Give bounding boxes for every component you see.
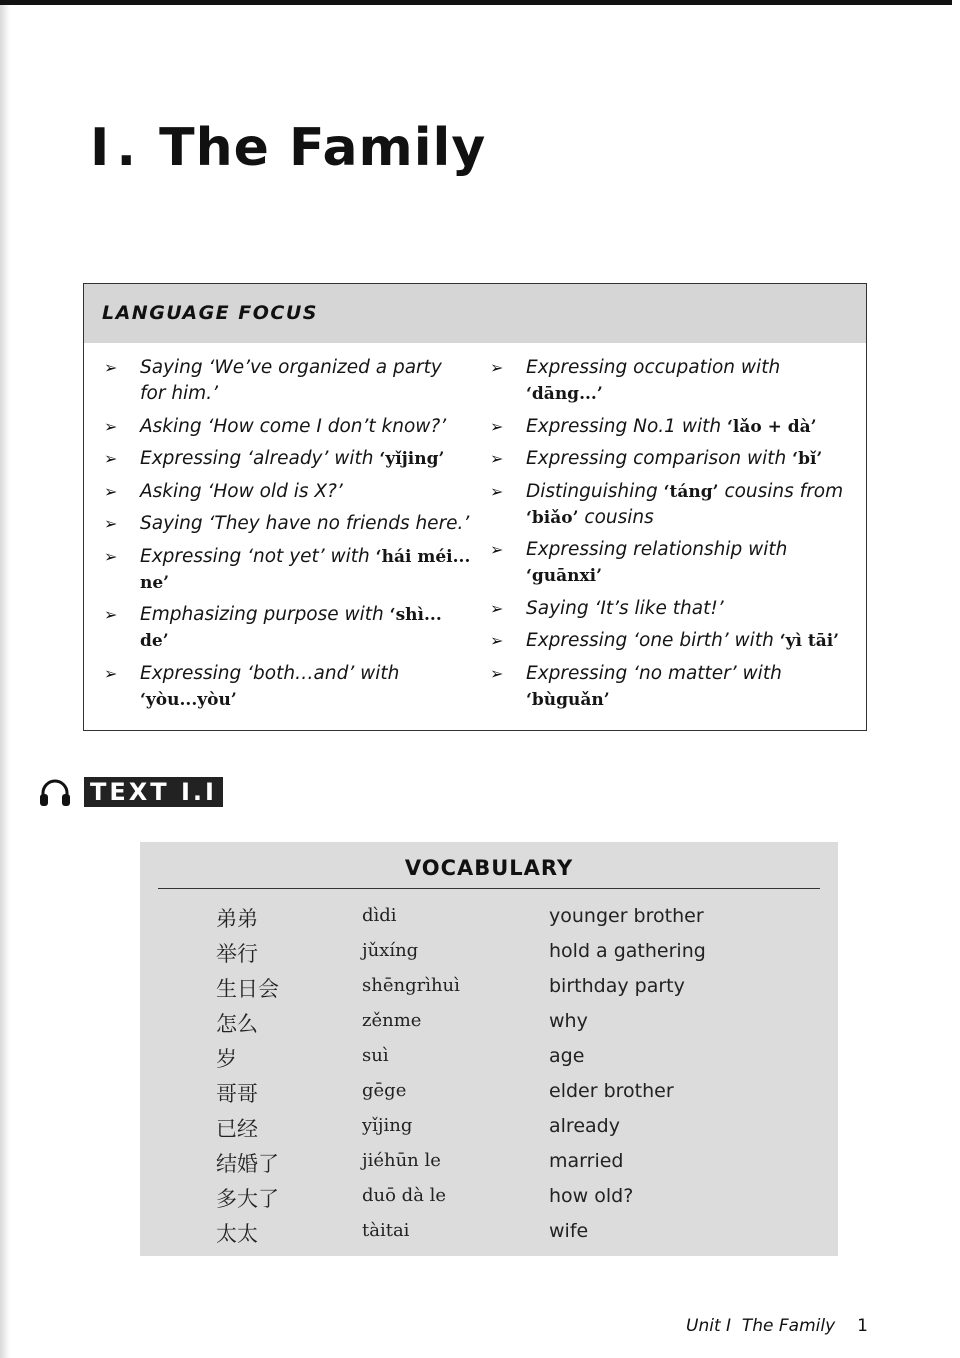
language-focus-item [104,446,482,472]
vocab-pinyin: zěnme [362,1010,422,1031]
focus-text: for him.’ [140,383,218,404]
language-focus-line [140,414,482,440]
chapter-title [90,118,486,178]
focus-text: Asking ‘How come I don’t know?’ [140,415,447,437]
language-focus-line [140,479,482,505]
language-focus-item [490,446,850,472]
language-focus-line [526,381,850,407]
language-focus-item [104,661,482,713]
vocab-english: age [549,1045,585,1067]
language-focus-item [490,661,850,713]
focus-text: cousins from [718,480,844,502]
bullet-arrow-icon: ➢ [104,481,118,501]
text-section-label: TEXT I.I [84,777,223,807]
page-number: 1 [857,1316,868,1336]
focus-text: cousins [578,506,654,528]
vocab-pinyin: suì [362,1045,389,1066]
vocab-pinyin: jǔxíng [362,940,419,961]
pinyin-term: de’ [140,631,169,651]
focus-text: Saying ‘They have no friends here.’ [140,513,470,534]
vocabulary-box [140,842,838,1256]
language-focus-item [104,479,482,505]
language-focus-line [140,381,482,407]
pinyin-term: ‘táng’ [663,481,719,502]
language-focus-item [104,414,482,440]
focus-text: Expressing ‘already’ with [140,448,380,469]
vocabulary-row [140,1183,838,1218]
chapter-title-text: The Family [159,118,487,178]
language-focus-item [490,628,850,654]
vocabulary-row [140,1218,838,1253]
focus-text: Expressing occupation with [526,357,781,378]
language-focus-line [526,661,850,687]
vocab-chinese: 多大了 [216,1187,279,1211]
bullet-arrow-icon: ➢ [490,631,504,650]
vocab-chinese: 哥哥 [216,1082,258,1106]
language-focus-item [104,511,482,537]
vocab-chinese: 结婚了 [216,1152,279,1176]
language-focus-line [140,355,482,381]
chapter-separator: . [116,118,138,178]
language-focus-line [140,602,482,628]
footer-chapter: The Family [741,1316,836,1336]
page-footer [686,1316,868,1336]
language-focus-item [490,479,850,531]
vocab-pinyin: dìdi [362,905,397,926]
vocabulary-row [140,1008,838,1043]
language-focus-item [490,537,850,589]
focus-text: Expressing comparison with [526,448,793,469]
footer-unit: Unit I [686,1316,732,1336]
vocab-pinyin: duō dà le [362,1185,447,1206]
language-focus-line [140,661,482,687]
pinyin-term: ‘dāng...’ [526,384,603,404]
focus-text: Expressing ‘no matter’ with [526,662,782,684]
language-focus-line [526,414,850,440]
language-focus-line [526,687,850,713]
vocab-english: married [549,1150,624,1172]
vocab-pinyin: gēge [362,1080,407,1101]
bullet-arrow-icon: ➢ [490,598,504,618]
bullet-arrow-icon: ➢ [490,358,504,377]
bullet-arrow-icon: ➢ [490,449,504,468]
focus-text: Expressing ‘both…and’ with [140,662,400,684]
pinyin-term: ‘guānxi’ [526,566,603,586]
vocabulary-row [140,973,838,1008]
pinyin-term: ne’ [140,572,170,593]
vocab-chinese: 已经 [216,1117,258,1141]
vocab-pinyin: tàitai [362,1220,410,1241]
vocabulary-row [140,1078,838,1113]
focus-text: Emphasizing purpose with [140,604,390,625]
vocab-pinyin: shēngrìhuì [362,975,460,996]
vocab-english: how old? [549,1185,634,1207]
vocab-chinese: 举行 [216,942,258,966]
vocab-chinese: 岁 [216,1047,237,1071]
vocabulary-row [140,1113,838,1148]
vocab-english: wife [549,1220,589,1242]
language-focus-line [526,628,850,654]
focus-text: Saying ‘We’ve organized a party [140,357,442,378]
bullet-arrow-icon: ➢ [104,449,118,468]
bullet-arrow-icon: ➢ [104,416,118,436]
pinyin-term: ‘bǐ’ [792,449,823,469]
vocab-chinese: 怎么 [216,1012,258,1036]
bullet-arrow-icon: ➢ [490,540,504,559]
vocabulary-row [140,903,838,938]
pinyin-term: ‘bùguǎn’ [526,689,610,710]
vocabulary-title: VOCABULARY [404,856,574,880]
pinyin-term: ‘shì... [389,605,442,625]
vocabulary-row [140,1043,838,1078]
language-focus-line [140,544,482,570]
focus-text: Expressing ‘one birth’ with [526,630,780,651]
language-focus-line [526,446,850,472]
pinyin-term: ‘yòu...yòu’ [140,689,237,710]
vocab-english: already [549,1115,620,1137]
vocab-pinyin: yǐjing [362,1115,413,1136]
language-focus-line [140,570,482,596]
bullet-arrow-icon: ➢ [490,416,504,436]
language-focus-heading: LANGUAGE FOCUS [84,284,866,343]
focus-text: Distinguishing [526,480,664,502]
language-focus-line [526,563,850,589]
focus-text: Asking ‘How old is X?’ [140,480,343,502]
headphones-icon[interactable] [38,777,72,807]
pinyin-term: ‘biǎo’ [526,507,579,528]
language-focus-right-column [490,355,850,719]
vocab-english: birthday party [549,975,685,997]
language-focus-line [526,355,850,381]
language-focus-item [490,596,850,622]
vocab-english: elder brother [549,1080,674,1102]
focus-text: Saying ‘It’s like that!’ [526,597,724,619]
bullet-arrow-icon: ➢ [104,358,118,377]
bullet-arrow-icon: ➢ [104,514,118,533]
focus-text: Expressing relationship with [526,539,788,560]
vocab-chinese: 弟弟 [216,907,258,931]
focus-text: Expressing ‘not yet’ with [140,545,376,567]
top-rule [0,0,952,5]
vocab-english: why [549,1010,588,1032]
bullet-arrow-icon: ➢ [490,481,504,501]
pinyin-term: ‘yǐjing’ [379,449,445,469]
vocab-pinyin: jiéhūn le [362,1150,441,1171]
vocabulary-row [140,1148,838,1183]
pinyin-term: ‘hái méi... [375,546,471,567]
focus-text: Expressing No.1 with [526,415,727,437]
language-focus-line [140,687,482,713]
language-focus-line [526,596,850,622]
vocab-chinese: 太太 [216,1222,258,1246]
vocabulary-divider [158,888,820,889]
bullet-arrow-icon: ➢ [104,663,118,683]
chapter-number: I [90,118,111,178]
language-focus-item [104,544,482,596]
language-focus-item [104,602,482,654]
language-focus-line [526,505,850,531]
language-focus-line [140,628,482,654]
language-focus-item [104,355,482,407]
language-focus-line [526,537,850,563]
language-focus-line [140,446,482,472]
vocab-chinese: 生日会 [216,977,279,1001]
vocab-english: younger brother [549,905,704,927]
bullet-arrow-icon: ➢ [104,605,118,624]
vocab-english: hold a gathering [549,940,706,962]
language-focus-line [526,479,850,505]
bullet-arrow-icon: ➢ [490,663,504,683]
vocabulary-row [140,938,838,973]
pinyin-term: ‘yì tāi’ [779,631,840,651]
language-focus-box [83,283,867,731]
language-focus-item [490,414,850,440]
pinyin-term: ‘lǎo + dà’ [726,416,817,437]
language-focus-line [140,511,482,537]
language-focus-item [490,355,850,407]
language-focus-left-column [104,355,482,719]
page-edge-shadow [0,0,10,1358]
bullet-arrow-icon: ➢ [104,546,118,566]
